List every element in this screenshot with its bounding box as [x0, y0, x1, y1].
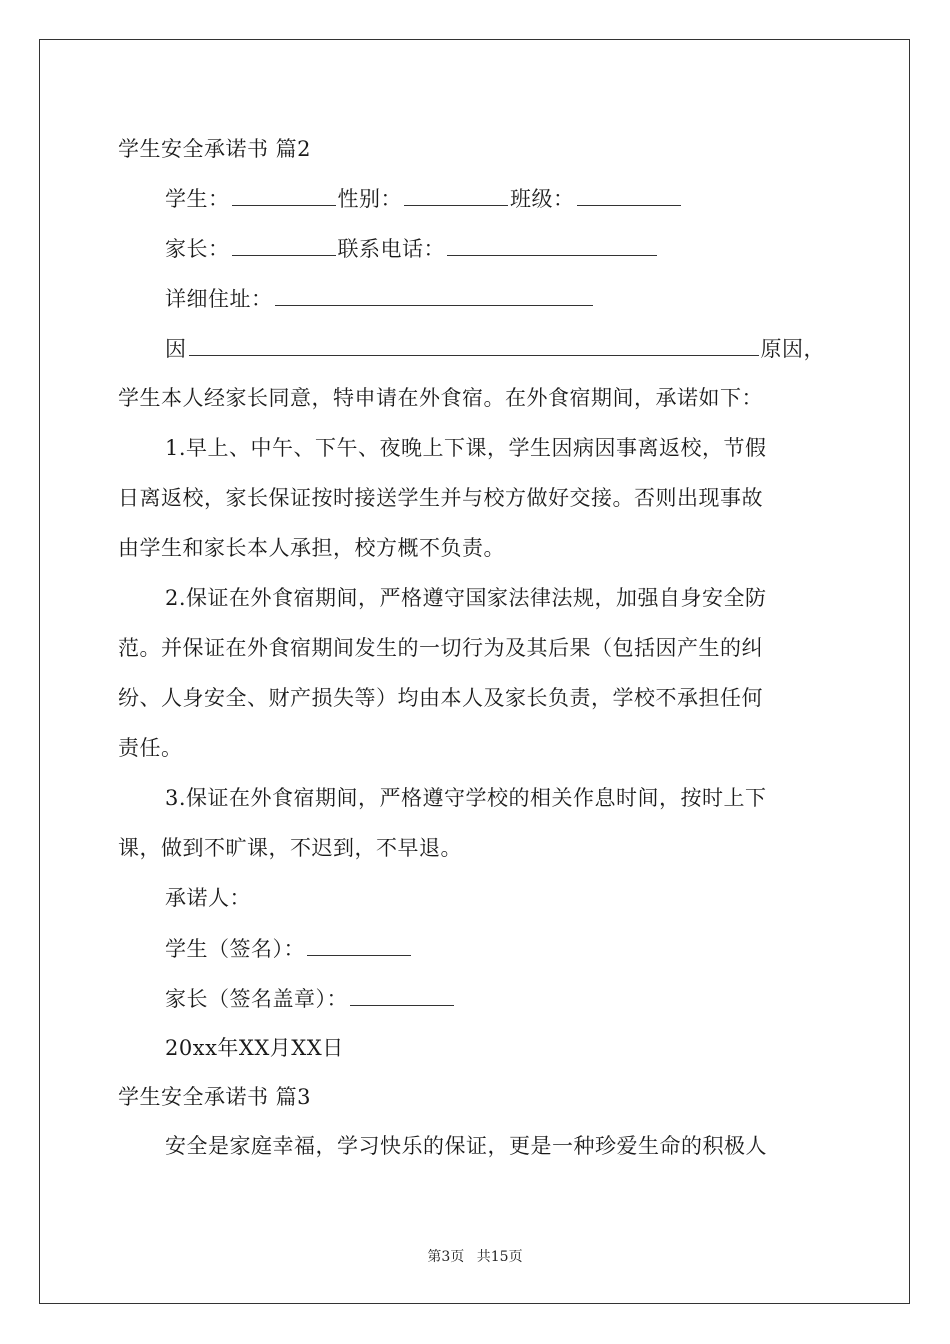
- phone-blank[interactable]: [447, 233, 657, 256]
- page-footer: [0, 1246, 950, 1266]
- student-signature-row: [165, 933, 413, 964]
- address-blank[interactable]: [275, 283, 593, 306]
- reason-blank[interactable]: [189, 333, 759, 356]
- parent-signature-blank[interactable]: [350, 983, 454, 1006]
- item3-line1: 3.保证在外食宿期间，严格遵守学校的相关作息时间，按时上下: [165, 786, 767, 810]
- student-blank[interactable]: [232, 183, 336, 206]
- intro-line: 学生本人经家长同意，特申请在外食宿。在外食宿期间，承诺如下：: [118, 386, 763, 410]
- reason-suffix: 原因，: [760, 337, 825, 361]
- reason-prefix: 因: [165, 337, 187, 361]
- item2-line4: 责任。: [118, 736, 183, 760]
- parent-blank[interactable]: [232, 233, 336, 256]
- item2-line2: 范。并保证在外食宿期间发生的一切行为及其后果（包括因产生的纠: [118, 636, 763, 660]
- class-label: 班级：: [510, 187, 575, 211]
- section3-paragraph-line: 安全是家庭幸福，学习快乐的保证，更是一种珍爱生命的积极人: [165, 1134, 767, 1158]
- item2-line3: 纷、人身安全、财产损失等）均由本人及家长负责，学校不承担任何: [118, 686, 763, 710]
- student-signature-blank[interactable]: [307, 933, 411, 956]
- student-sign-label: 学生（签名）：: [165, 937, 305, 961]
- address-label: 详细住址：: [165, 287, 273, 311]
- form-row-parent: [165, 233, 659, 264]
- phone-label: 联系电话：: [337, 237, 445, 261]
- date-line: 20xx年XX月XX日: [165, 1036, 344, 1060]
- parent-signature-row: [165, 983, 456, 1014]
- gender-blank[interactable]: [404, 183, 508, 206]
- page-total: 共15页: [476, 1249, 523, 1265]
- class-blank[interactable]: [577, 183, 681, 206]
- page-border: [39, 39, 910, 1304]
- form-row-reason: [165, 333, 825, 364]
- promisor-label: 承诺人：: [165, 886, 251, 910]
- item1-line3: 由学生和家长本人承担，校方概不负责。: [118, 536, 505, 560]
- item1-line1: 1.早上、中午、下午、夜晚上下课，学生因病因事离返校，节假: [165, 436, 767, 460]
- gender-label: 性别：: [337, 187, 402, 211]
- item3-line2: 课，做到不旷课，不迟到，不早退。: [118, 836, 462, 860]
- page-number: 第3页: [427, 1249, 465, 1265]
- parent-sign-label: 家长（签名盖章）：: [165, 987, 348, 1011]
- item2-line1: 2.保证在外食宿期间，严格遵守国家法律法规，加强自身安全防: [165, 586, 767, 610]
- form-row-address: [165, 283, 595, 314]
- form-row-student: [165, 183, 683, 214]
- student-label: 学生：: [165, 187, 230, 211]
- parent-label: 家长：: [165, 237, 230, 261]
- section-heading: 学生安全承诺书 篇2: [118, 137, 312, 161]
- section-heading: 学生安全承诺书 篇3: [118, 1085, 312, 1109]
- item1-line2: 日离返校，家长保证按时接送学生并与校方做好交接。否则出现事故: [118, 486, 763, 510]
